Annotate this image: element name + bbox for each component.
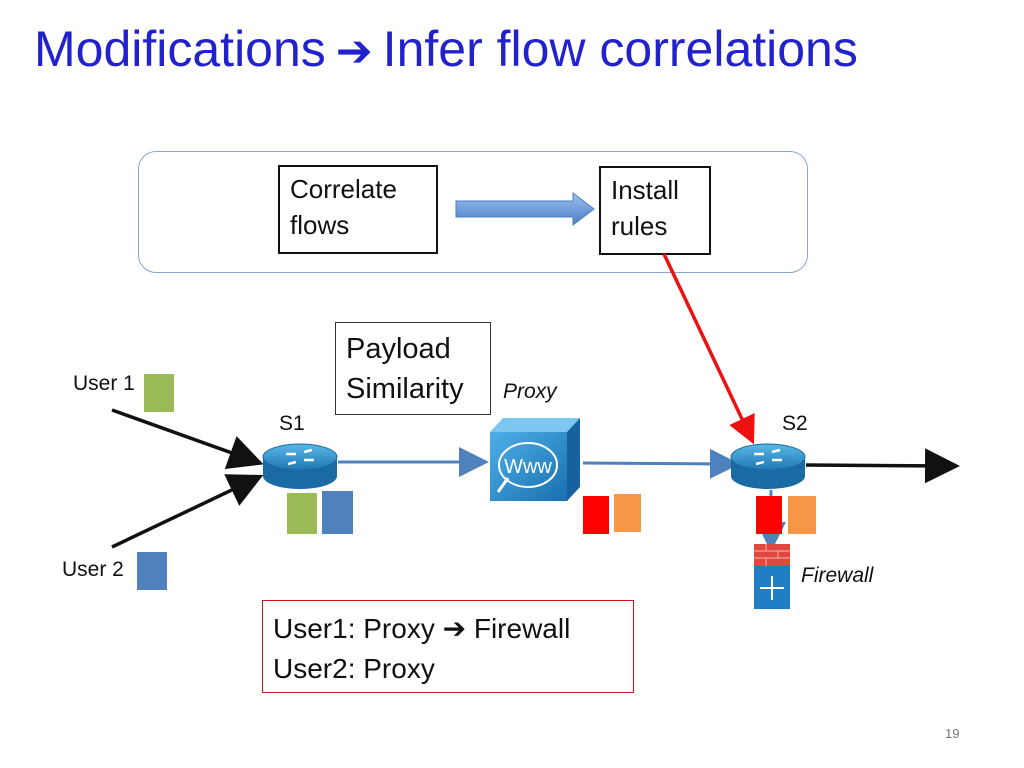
install-rules-arrow <box>664 254 751 438</box>
proxy-s2-link <box>583 463 734 464</box>
result-line2: User2: Proxy <box>273 652 435 684</box>
s1-packet-green <box>287 493 317 534</box>
payload-line1: Payload <box>346 333 451 365</box>
user2-arrow <box>112 478 257 547</box>
install-line1: Install <box>611 175 679 205</box>
user1-square <box>144 374 174 412</box>
user2-square <box>137 552 167 590</box>
svg-text:Www: Www <box>504 456 552 478</box>
result-line1 <box>273 609 623 649</box>
s1-label: S1 <box>279 412 305 435</box>
firewall-label: Firewall <box>801 564 874 587</box>
correlate-line2: flows <box>290 210 350 241</box>
proxy-packet-red <box>583 496 609 534</box>
install-line2: rules <box>611 211 668 242</box>
user1-arrow <box>112 410 257 462</box>
s2-packet-red <box>756 496 782 534</box>
s2-packet-orange <box>788 496 816 534</box>
title-arrow-icon: ➔ <box>335 27 373 76</box>
correlate-line1: Correlate <box>290 174 397 204</box>
s2-out-arrow <box>806 465 953 466</box>
firewall-icon <box>754 544 790 609</box>
user2-label: User 2 <box>62 558 124 581</box>
result-line1-part2: Firewall <box>473 613 571 644</box>
correlate-to-install-arrow <box>456 193 594 225</box>
payload-line2: Similarity <box>346 373 464 406</box>
title-part1: Modifications <box>34 21 326 77</box>
s2-label: S2 <box>782 412 808 435</box>
page-number: 19 <box>945 726 960 741</box>
result-line1-part1: User1: Proxy <box>273 613 435 644</box>
s1-router-icon <box>263 444 337 489</box>
title-part2: Infer flow correlations <box>382 21 858 77</box>
proxy-label: Proxy <box>503 380 557 403</box>
proxy-server-icon <box>490 418 580 501</box>
user1-label: User 1 <box>73 372 135 395</box>
s1-packet-blue <box>322 491 353 534</box>
proxy-packet-orange <box>614 494 641 532</box>
correlation-result-box <box>262 600 634 693</box>
result-arrow-icon: ➔ <box>442 613 467 644</box>
s2-router-icon <box>731 444 805 489</box>
